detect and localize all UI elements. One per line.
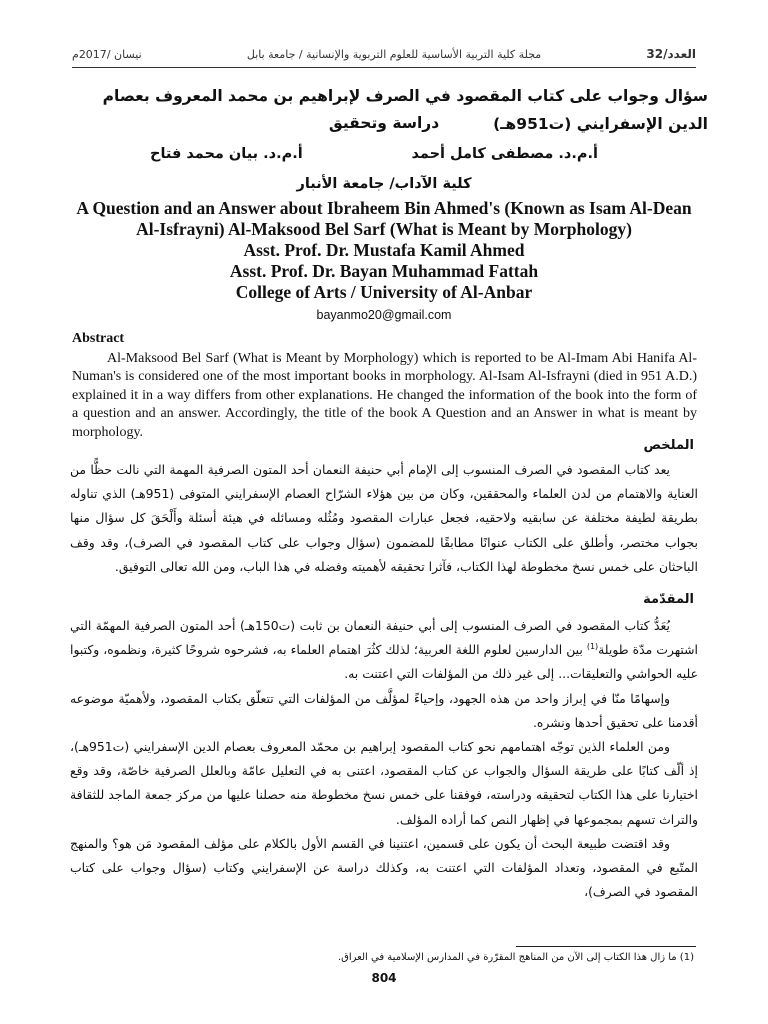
journal-name: مجلة كلية التربية الأساسية للعلوم التربوية والإنسانية / جامعة بابل — [246, 47, 542, 61]
intro-paragraph-4: وقد اقتضت طبيعة البحث أن يكون على قسمين، اعتنينا في القسم الأول بالكلام على مؤلف المقصود مَن هو؟ والمنهج المتّبع في المقصود، وتعداد المؤلفات التي اعتنت به، وكذلك دراسة عن الإسفرايني وكتاب (سؤال وجواب على كتاب المقصود في الصرف)، — [70, 835, 698, 900]
header-rule — [72, 67, 696, 68]
arabic-subtitle: دراسة وتحقيق — [328, 114, 440, 132]
english-affiliation: College of Arts / University of Al-Anbar — [235, 282, 533, 302]
issue-date: نيسان /2017م — [72, 47, 142, 61]
intro-paragraph-3: ومن العلماء الذين توجّه اهتمامهم نحو كتاب المقصود إبراهيم بن محمّد المعروف بعصام الدين الإسفرايني (ت951هـ)، إذ ألّف كتابًا على طريقة السؤال والجواب عن كتاب المقصود، اعتنى به في التعليل عامّة وبالعلل الصرفية خاصّة، وقد وقع اختيارنا على هذا الكتاب لتحقيقه ودراسته، فوفقنا على خمس نسخ مخطوطة منه حصلنا عليها من مركز جمعة الماجد للثقافة والتراث تسهم بمجموعها في إظهار النص كما أراده المؤلف. — [70, 739, 698, 827]
intro-p1-text-cont: بين الدارسين لعلوم اللغة العربية؛ لذلك كثُرَ اهتمام العلماء به، فشرحوه شروحًا كثيرة، ونظموه، وكتبوا عليه الحواشي والتعليقات... إلى غير ذلك من المؤلفات التي اعتنت به. — [70, 642, 698, 682]
arabic-title: سؤال وجواب على كتاب المقصود في الصرف لإبراهيم بن محمد المعروف بعصام الدين الإسفرايني (ت951هـ) — [102, 87, 708, 133]
arabic-authors — [150, 146, 598, 162]
footnote: (1) ما زال هذا الكتاب إلى الآن من المناهج المقرّرة في المدارس الإسلامية في العراق. — [337, 952, 694, 963]
intro-paragraph-2: وإسهامًا منّا في إبراز واحد من هذه الجهود، وإحياءً لمؤلَّف من المؤلفات التي تتعلّق بكتاب المقصود، ولأهميّة موضوعه أقدمنا على تحقيق أحدها ونشره. — [70, 690, 698, 730]
issue-label: العدد/32 — [646, 47, 696, 61]
arabic-author-1: أ.م.د. مصطفى كامل أحمد — [411, 146, 598, 162]
running-header — [72, 44, 696, 64]
intro-section — [70, 614, 698, 904]
footnote-rule — [516, 946, 696, 947]
english-author-2: Asst. Prof. Dr. Bayan Muhammad Fattah — [229, 261, 539, 281]
footnote-ref: (1) — [586, 642, 599, 652]
summary-text: يعد كتاب المقصود في الصرف المنسوب إلى الإمام أبي حنيفة النعمان أحد المتون الصرفية المهمة التي نالت حظًّا من العناية والاهتمام من لدن العلماء والمحققين، وكان من بين هؤلاء الشرّاح العصام الإسفرايني المتوفى (951هـ) الذي تناوله بطريقة لطيفة مختلفة عن سابقيه ولاحقيه، فجعل عبارات المقصود ومُثُله ومسائله في هيئة أسئلة وأَلْحَقَ كل سؤال منها بجواب مختصر، وأطلق على الكتاب عنوانًا مطابقًا للمضمون (سؤال وجواب على كتاب المقصود في الصرف)، وقد وقف الباحثان على خمس نسخ مخطوطة لهذا الكتاب، فآثرا تحقيقه لأهميته وفضله في هذا الباب، ومن الله تعالى التوفيق. — [70, 462, 698, 574]
english-title-line-2: Al-Isfrayni) Al-Maksood Bel Sarf (What is Meant by Morphology) — [136, 219, 632, 239]
summary-section — [70, 458, 698, 579]
english-title-block — [40, 198, 728, 303]
arabic-affiliation: كلية الآداب/ جامعة الأنبار — [296, 176, 472, 192]
intro-heading: المقدّمة — [643, 592, 694, 607]
summary-heading: الملخص — [643, 438, 694, 453]
intro-paragraph-1 — [70, 614, 698, 687]
english-title-line-1: A Question and an Answer about Ibraheem Bin Ahmed's (Known as Isam Al-Dean — [76, 198, 692, 218]
arabic-author-2: أ.م.د. بيان محمد فتاح — [150, 146, 303, 162]
intro-p1-text: يُعَدُّ كتاب المقصود في الصرف المنسوب إلى أبي حنيفة النعمان بن ثابت (ت150هـ) أحد المتون الصرفية المهمّة التي اشتهرت مدّة طويلة — [70, 618, 698, 658]
abstract-text: Al-Maksood Bel Sarf (What is Meant by Morphology) which is reported to be Al-Imam Abi Hanifa Al-Numan's is considered one of the most important books in morphology. Al-Isam Al-Isfrayni (died in 951 A.D.) explained it in a way differs from other explanations. He changed the information of the book into the form of a question and an answer. Accordingly, the title of the book A Question and an Answer in what is meant by morphology. — [72, 351, 697, 440]
author-email: bayanmo20@gmail.com — [316, 308, 452, 322]
abstract-heading: Abstract — [72, 331, 125, 346]
english-author-1: Asst. Prof. Dr. Mustafa Kamil Ahmed — [243, 240, 525, 260]
page-number: 804 — [371, 971, 397, 985]
